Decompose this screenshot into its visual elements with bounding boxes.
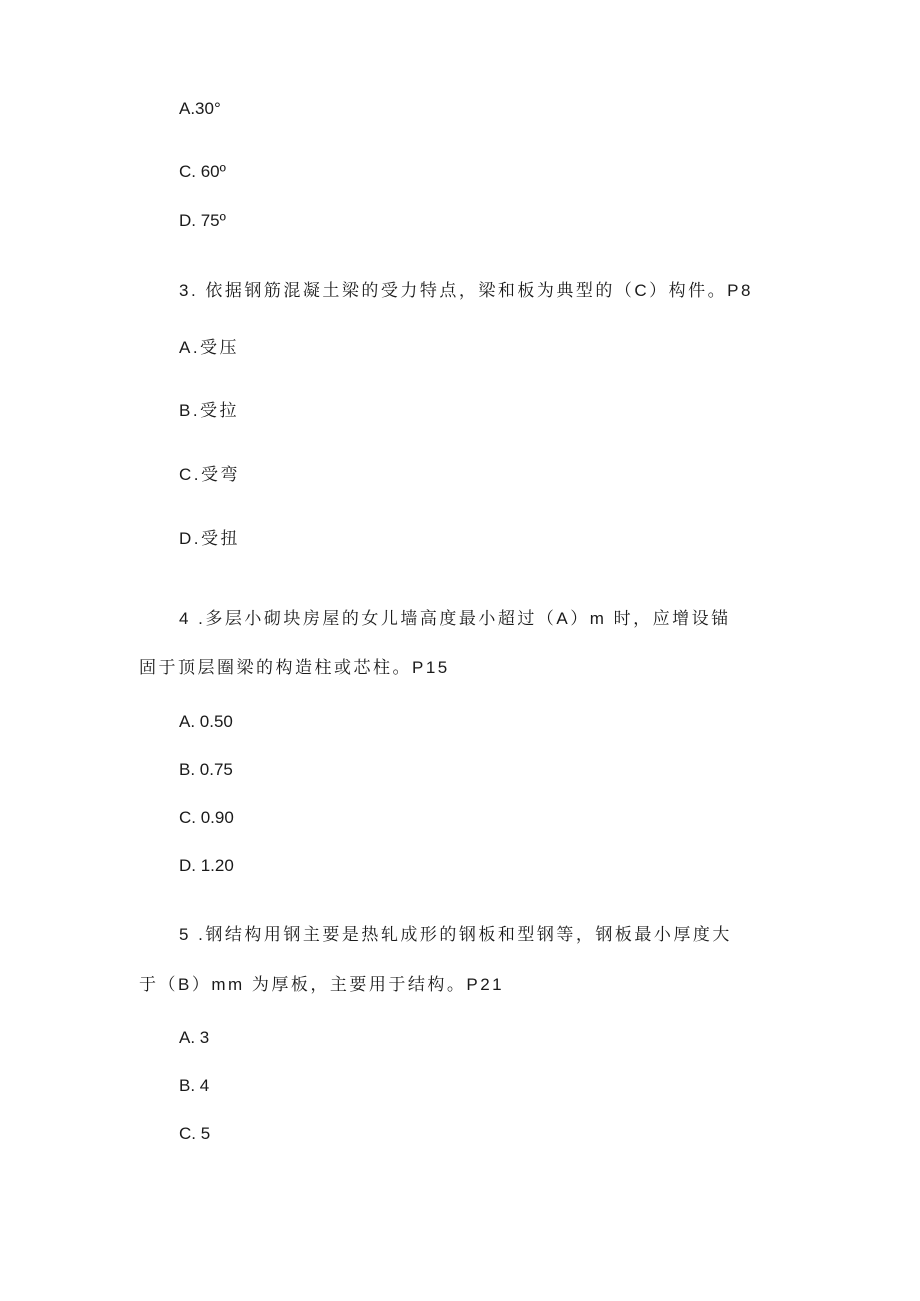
option-line: C. 0.90 — [179, 808, 234, 827]
option-line: A. 3 — [179, 1028, 210, 1047]
option-line: D. 1.20 — [179, 856, 234, 875]
option-line: B. 4 — [179, 1076, 210, 1095]
option-line: A. 0.50 — [179, 712, 233, 731]
question-5-text-continued: 于（B）mm 为厚板，主要用于结构。P21 — [139, 975, 505, 994]
option-line: A.30° — [179, 99, 221, 118]
option-line: B.受拉 — [179, 401, 240, 420]
question-4-text: 4 .多层小砌块房屋的女儿墙高度最小超过（A）m 时，应增设锚 — [179, 609, 731, 628]
question-5-text: 5 .钢结构用钢主要是热轧成形的钢板和型钢等，钢板最小厚度大 — [179, 925, 732, 944]
option-line: D. 75º — [179, 211, 226, 230]
option-line: B. 0.75 — [179, 760, 233, 779]
option-line: C.受弯 — [179, 465, 240, 484]
option-line: D.受扭 — [179, 529, 240, 548]
question-3-text: 3. 依据钢筋混凝土梁的受力特点，梁和板为典型的（C）构件。P8 — [179, 281, 753, 300]
question-4-text-continued: 固于顶层圈梁的构造柱或芯柱。P15 — [139, 658, 450, 677]
option-line: C. 5 — [179, 1124, 211, 1143]
option-line: A.受压 — [179, 338, 240, 357]
option-line: C. 60º — [179, 162, 226, 181]
